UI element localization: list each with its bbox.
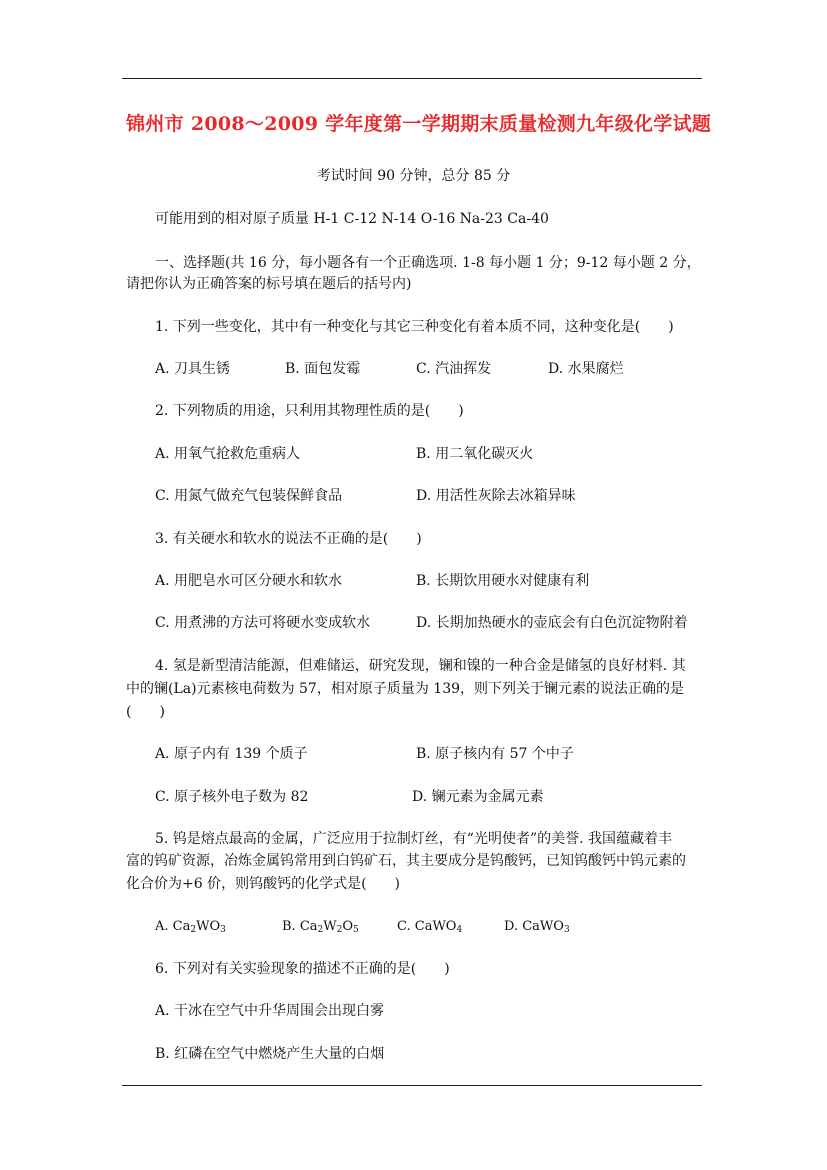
question-5-stem-line2: 富的钨矿资源，冶炼金属钨常用到白钨矿石，其主要成分是钨酸钙，已知钨酸钙中钨元素的 (126, 853, 686, 869)
header-rule (122, 78, 702, 79)
question-4-option-d: D. 镧元素为金属元素 (412, 789, 544, 805)
question-1-stem: 1. 下列一些变化，其中有一种变化与其它三种变化有着本质不同，这种变化是( ) (155, 319, 674, 335)
exam-info: 考试时间 90 分钟，总分 85 分 (316, 168, 511, 184)
question-1-option-b: B. 面包发霉 (285, 361, 361, 377)
question-1-option-a: A. 刀具生锈 (155, 361, 231, 377)
question-2-option-b: B. 用二氧化碳灭火 (416, 446, 534, 462)
question-4-option-a: A. 原子内有 139 个质子 (155, 746, 308, 762)
question-5-option-b: B. $Ca_2W_2O_5$ (282, 919, 359, 935)
atomic-masses: 可能用到的相对原子质量 H-1 C-12 N-14 O-16 Na-23 Ca-40 (155, 211, 549, 227)
question-2-stem: 2. 下列物质的用途，只利用其物理性质的是( ) (155, 403, 464, 419)
exam-title: 锦州市 2008～2009 学年度第一学期期末质量检测九年级化学试题 (126, 113, 712, 135)
question-5-stem-line3: 化合价为+6 价，则钨酸钙的化学式是( ) (126, 876, 401, 892)
question-2-option-a: A. 用氧气抢救危重病人 (155, 446, 301, 462)
question-3-option-b: B. 长期饮用硬水对健康有利 (416, 573, 590, 589)
question-2-option-d: D. 用活性灰除去冰箱异味 (416, 488, 576, 504)
footer-rule (122, 1085, 702, 1086)
question-6-option-b: B. 红磷在空气中燃烧产生大量的白烟 (155, 1046, 385, 1062)
question-3-option-c: C. 用煮沸的方法可将硬水变成软水 (155, 615, 371, 631)
question-2-option-c: C. 用氮气做充气包装保鲜食品 (155, 488, 343, 504)
question-3-option-a: A. 用肥皂水可区分硬水和软水 (155, 573, 343, 589)
question-4-stem-line2: 中的镧(La)元素核电荷数为 57，相对原子质量为 139，则下列关于镧元素的说法正确的是 (126, 681, 685, 697)
question-6-stem: 6. 下列对有关实验现象的描述不正确的是( ) (155, 961, 450, 977)
question-4-stem-line3: ( ) (126, 704, 165, 720)
question-5-stem-line1: 5. 钨是熔点最高的金属，广泛应用于拉制灯丝，有“光明使者”的美誉. 我国蕴藏着丰 (155, 831, 673, 847)
question-5-option-c: C. CaWO$_4$ (397, 919, 463, 935)
question-3-option-d: D. 长期加热硬水的壶底会有白色沉淀物附着 (416, 615, 688, 631)
question-6-option-a: A. 干冰在空气中升华周围会出现白雾 (155, 1003, 385, 1019)
question-5-option-a: A. $Ca_2WO_3$ (155, 919, 226, 935)
question-5-option-d: D. CaWO$_3$ (504, 919, 570, 935)
question-1-option-c: C. 汽油挥发 (416, 361, 492, 377)
question-4-stem-line1: 4. 氢是新型清洁能源，但难储运，研究发现，镧和镍的一种合金是储氢的良好材料. 其 (155, 658, 686, 674)
question-3-stem: 3. 有关硬水和软水的说法不正确的是( ) (155, 531, 422, 547)
question-4-option-c: C. 原子核外电子数为 82 (155, 789, 309, 805)
question-1-option-d: D. 水果腐烂 (548, 361, 624, 377)
section-heading-line1: 一、选择题(共 16 分，每小题各有一个正确选项. 1-8 每小题 1 分；9-12 每小题 2 分， (155, 255, 701, 271)
section-heading-line2: 请把你认为正确答案的标号填在题后的括号内) (126, 276, 412, 292)
question-4-option-b: B. 原子核内有 57 个中子 (416, 746, 574, 762)
